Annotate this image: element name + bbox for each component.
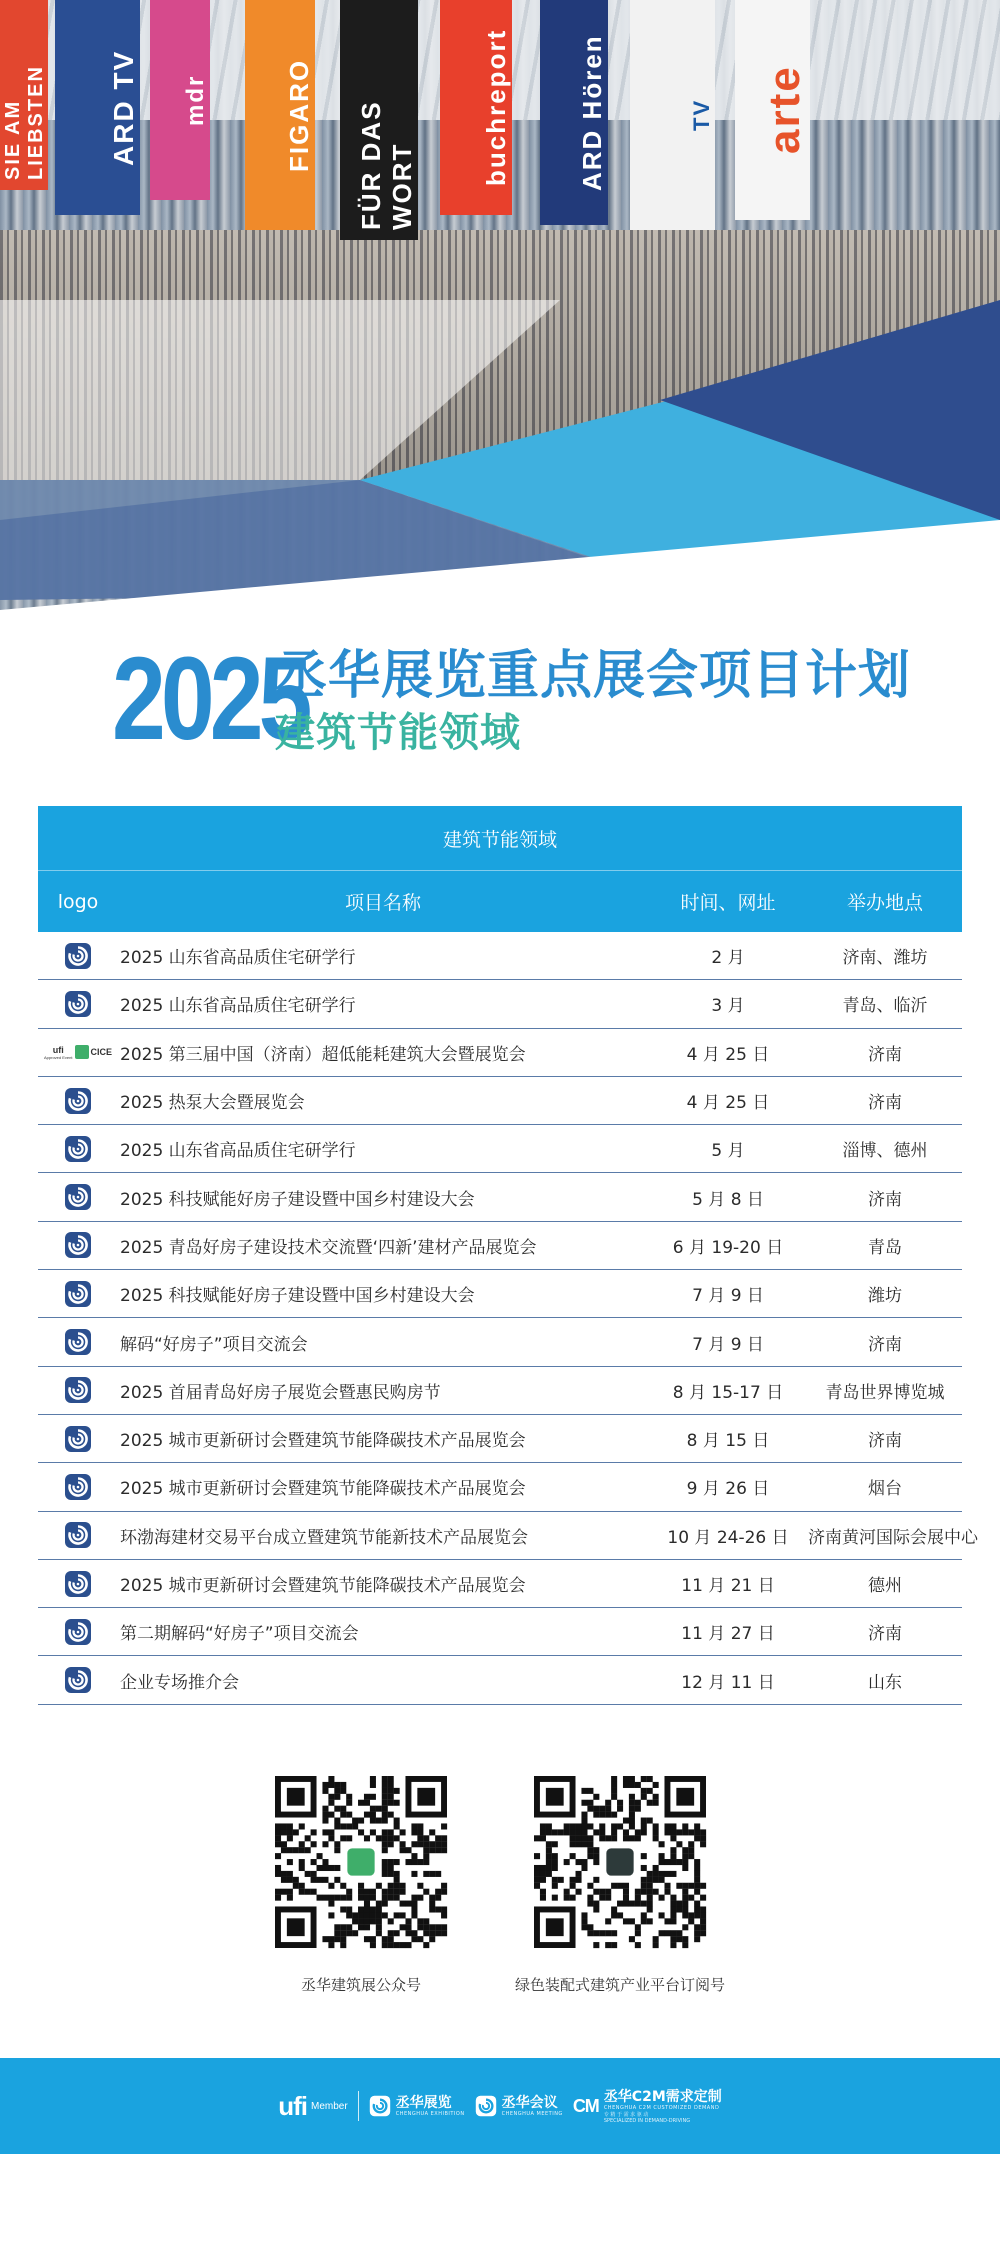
hero-banner: ARD TV bbox=[55, 0, 140, 215]
qr-block-wechat-official bbox=[246, 1776, 476, 1995]
row-place: 济南、潍坊 bbox=[842, 948, 928, 969]
qr-caption: 绿色装配式建筑产业平台订阅号 bbox=[514, 1976, 725, 1994]
row-time: 2 月 bbox=[711, 948, 745, 969]
row-time: 12 月 11 日 bbox=[681, 1672, 775, 1693]
ufi-member-text: Member bbox=[311, 2100, 348, 2112]
table-row bbox=[38, 1415, 962, 1463]
table-row bbox=[38, 1656, 962, 1704]
hero-banner: SIE AM LIEBSTEN bbox=[0, 0, 48, 190]
row-place: 济南 bbox=[868, 1431, 902, 1452]
row-place: 淄博、德州 bbox=[842, 1141, 928, 1162]
chenghua-logo-icon bbox=[64, 942, 92, 970]
ufi-mark: ufi bbox=[278, 2090, 307, 2121]
c2m-mark: CM bbox=[572, 2095, 599, 2116]
chenghua-logo-icon bbox=[64, 1087, 92, 1115]
row-time: 4 月 25 日 bbox=[686, 1044, 770, 1065]
row-name: 2025 城市更新研讨会暨建筑节能降碳技术产品展览会 bbox=[120, 1431, 526, 1452]
brand3-en2: SPECIALIZED IN DEMAND-DRIVING bbox=[603, 2117, 691, 2124]
row-place: 济南 bbox=[868, 1093, 902, 1114]
cice-label: CICE bbox=[90, 1047, 112, 1058]
header-logo: logo bbox=[57, 890, 99, 913]
footer-divider bbox=[358, 2091, 359, 2121]
header-place: 举办地点 bbox=[846, 892, 923, 914]
row-time: 7 月 9 日 bbox=[692, 1286, 764, 1307]
row-time: 4 月 25 日 bbox=[686, 1093, 770, 1114]
table-row bbox=[38, 1222, 962, 1270]
chenghua-logo-icon bbox=[64, 1570, 92, 1598]
table-header-row bbox=[38, 870, 962, 932]
row-name: 环渤海建材交易平台成立暨建筑节能新技术产品展览会 bbox=[120, 1527, 528, 1548]
row-place: 青岛、临沂 bbox=[842, 996, 928, 1017]
table-row bbox=[38, 980, 962, 1028]
row-time: 11 月 21 日 bbox=[681, 1576, 775, 1596]
row-place: 潍坊 bbox=[868, 1286, 902, 1307]
row-name: 2025 城市更新研讨会暨建筑节能降碳技术产品展览会 bbox=[120, 1576, 526, 1596]
row-name: 2025 山东省高品质住宅研学行 bbox=[120, 948, 356, 969]
cice-mark bbox=[75, 1045, 89, 1059]
brand-chenghua-exhibition bbox=[369, 2095, 465, 2118]
qr-code[interactable] bbox=[534, 1776, 706, 1948]
qr-block-subscription bbox=[480, 1776, 760, 1995]
hero-photo bbox=[0, 0, 1000, 610]
table-row bbox=[38, 1608, 962, 1656]
row-name: 2025 山东省高品质住宅研学行 bbox=[120, 1141, 356, 1162]
chenghua-logo-icon bbox=[64, 1183, 92, 1211]
row-name: 2025 科技赋能好房子建设暨中国乡村建设大会 bbox=[120, 1286, 475, 1307]
page-title-block bbox=[112, 633, 932, 765]
chenghua-logo-icon bbox=[64, 990, 92, 1018]
brand3-en: CHENGHUA C2M CUSTOMIZED DEMAND bbox=[603, 2104, 720, 2111]
chenghua-logo-icon bbox=[64, 1328, 92, 1356]
row-name: 企业专场推介会 bbox=[120, 1672, 239, 1693]
row-name: 解码“好房子”项目交流会 bbox=[120, 1334, 308, 1355]
row-logo bbox=[38, 1425, 118, 1453]
row-logo bbox=[38, 1328, 118, 1356]
table-body bbox=[38, 932, 978, 1705]
row-logo bbox=[38, 942, 118, 970]
row-time: 10 月 24-26 日 bbox=[667, 1527, 789, 1548]
row-place: 青岛世界博览城 bbox=[825, 1382, 945, 1403]
row-place: 济南 bbox=[868, 1044, 902, 1065]
chenghua-logo-icon bbox=[64, 1618, 92, 1646]
hero-banner: FIGARO bbox=[245, 0, 315, 230]
row-name: 2025 热泵大会暨展览会 bbox=[120, 1093, 305, 1114]
row-logo bbox=[38, 1376, 118, 1404]
s-logo-icon bbox=[343, 1844, 379, 1880]
ufi-sub-label: Approved Event bbox=[44, 1054, 73, 1060]
hero-banner: FÜR DAS WORT bbox=[340, 0, 418, 240]
brand3-cn: 丞华C2M需求定制 bbox=[603, 2088, 722, 2105]
row-logo bbox=[38, 1135, 118, 1163]
chenghua-logo-icon bbox=[64, 1280, 92, 1308]
row-time: 8 月 15 日 bbox=[686, 1431, 770, 1452]
qr-caption: 丞华建筑展公众号 bbox=[300, 1976, 421, 1994]
row-place: 青岛 bbox=[868, 1237, 902, 1258]
hero-banner: buchreport bbox=[440, 0, 512, 215]
chenghua-logo-icon bbox=[64, 1135, 92, 1163]
brand2-cn: 丞华会议 bbox=[501, 2094, 558, 2111]
row-logo bbox=[38, 1045, 118, 1060]
row-time: 9 月 26 日 bbox=[686, 1479, 770, 1500]
chenghua-logo-icon bbox=[64, 1666, 92, 1694]
table-row bbox=[38, 1029, 962, 1077]
footer-bar bbox=[0, 2058, 1000, 2154]
row-name: 2025 首届青岛好房子展览会暨惠民购房节 bbox=[120, 1382, 441, 1403]
row-time: 8 月 15-17 日 bbox=[672, 1382, 784, 1403]
row-place: 济南黄河国际会展中心 bbox=[808, 1527, 978, 1548]
table-row bbox=[38, 1270, 962, 1318]
brand-chenghua-c2m bbox=[573, 2089, 722, 2124]
row-time: 5 月 8 日 bbox=[692, 1189, 764, 1210]
row-place: 济南 bbox=[868, 1334, 902, 1355]
page-subtitle: 建筑节能领域 bbox=[275, 710, 521, 756]
table-row bbox=[38, 1512, 978, 1560]
row-logo bbox=[38, 1087, 118, 1115]
row-name: 2025 第三届中国（济南）超低能耗建筑大会暨展览会 bbox=[120, 1044, 526, 1065]
row-time: 3 月 bbox=[711, 996, 745, 1017]
ufi-approved-icon bbox=[44, 1045, 72, 1060]
row-name: 2025 科技赋能好房子建设暨中国乡村建设大会 bbox=[120, 1189, 475, 1210]
row-logo bbox=[38, 990, 118, 1018]
row-place: 烟台 bbox=[868, 1479, 902, 1500]
row-place: 济南 bbox=[868, 1624, 902, 1645]
row-logo bbox=[38, 1473, 118, 1501]
hero-banner: arte bbox=[735, 0, 810, 220]
row-time: 5 月 bbox=[711, 1141, 745, 1162]
chenghua-logo-icon bbox=[64, 1521, 92, 1549]
ufi-cice-logo bbox=[44, 1045, 112, 1060]
row-time: 7 月 9 日 bbox=[692, 1334, 764, 1355]
row-logo bbox=[38, 1666, 118, 1694]
row-logo bbox=[38, 1618, 118, 1646]
cice-icon bbox=[75, 1045, 112, 1059]
hero-banner: ARD Hören bbox=[540, 0, 608, 225]
brand1-en: CHENGHUA EXHIBITION bbox=[395, 2110, 465, 2117]
row-place: 德州 bbox=[868, 1576, 902, 1596]
ufi-label: ufi bbox=[52, 1044, 64, 1055]
ufi-member-logo bbox=[278, 2091, 347, 2122]
chenghua-logo-icon bbox=[64, 1231, 92, 1259]
row-logo bbox=[38, 1570, 118, 1598]
row-name: 第二期解码“好房子”项目交流会 bbox=[120, 1624, 359, 1645]
row-name: 2025 山东省高品质住宅研学行 bbox=[120, 996, 356, 1017]
hero-banner: mdr bbox=[150, 0, 210, 200]
table-section-title: 建筑节能领域 bbox=[38, 806, 962, 870]
row-name: 2025 青岛好房子建设技术交流暨‘四新’建材产品展览会 bbox=[120, 1237, 537, 1258]
brand2-en: CHENGHUA MEETING bbox=[501, 2110, 563, 2117]
page-title: 丞华展览重点展会项目计划 bbox=[275, 646, 912, 706]
row-name: 2025 城市更新研讨会暨建筑节能降碳技术产品展览会 bbox=[120, 1479, 526, 1500]
brand-chenghua-meeting bbox=[475, 2095, 563, 2118]
row-logo bbox=[38, 1521, 118, 1549]
row-place: 济南 bbox=[868, 1189, 902, 1210]
title-year: 2025 bbox=[112, 633, 308, 765]
row-place: 山东 bbox=[868, 1672, 902, 1693]
row-logo bbox=[38, 1280, 118, 1308]
table-row bbox=[38, 1463, 962, 1511]
chenghua-swirl-icon bbox=[475, 2095, 497, 2117]
chenghua-swirl-icon bbox=[369, 2095, 391, 2117]
brand1-cn: 丞华展览 bbox=[395, 2094, 452, 2111]
header-name: 项目名称 bbox=[344, 892, 421, 914]
header-time: 时间、网址 bbox=[680, 892, 776, 914]
row-logo bbox=[38, 1183, 118, 1211]
table-row bbox=[38, 932, 962, 980]
hero-banner: TV bbox=[630, 0, 715, 230]
dd-logo-icon bbox=[602, 1844, 638, 1880]
schedule-table bbox=[38, 806, 978, 1705]
qr-code[interactable] bbox=[275, 1776, 447, 1948]
chenghua-logo-icon bbox=[64, 1425, 92, 1453]
chenghua-logo-icon bbox=[64, 1376, 92, 1404]
brand3-sub: 专 精 于 需 求 驱 动 bbox=[603, 2111, 649, 2118]
table-row bbox=[38, 1318, 962, 1366]
table-row bbox=[38, 1077, 962, 1125]
table-row bbox=[38, 1367, 962, 1415]
table-row bbox=[38, 1560, 962, 1608]
row-time: 6 月 19-20 日 bbox=[672, 1237, 784, 1258]
table-row bbox=[38, 1125, 962, 1173]
table-row bbox=[38, 1173, 962, 1221]
row-logo bbox=[38, 1231, 118, 1259]
chenghua-logo-icon bbox=[64, 1473, 92, 1501]
row-time: 11 月 27 日 bbox=[681, 1624, 775, 1645]
